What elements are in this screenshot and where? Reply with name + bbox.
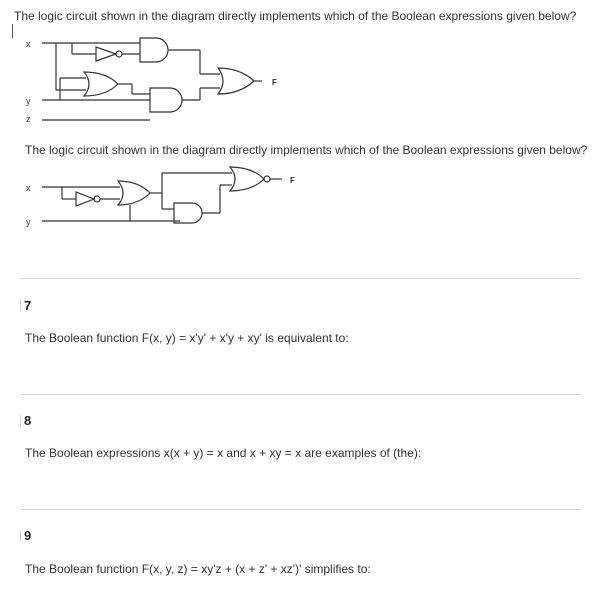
question-marker-7 xyxy=(20,300,21,312)
question-text-1: The logic circuit shown in the diagram directly implements which of the Boolean expressions given below? xyxy=(14,9,577,23)
question-marker-8 xyxy=(20,415,21,427)
label-x-2: x xyxy=(26,183,31,193)
label-z: z xyxy=(26,114,31,124)
divider-1 xyxy=(20,278,581,279)
label-y-2: y xyxy=(26,217,31,227)
question-text-9: The Boolean function F(x, y, z) = xy'z + (x + z' + xz')' simplifies to: xyxy=(25,562,371,576)
circuit-diagram-2 xyxy=(0,165,320,235)
question-number-7: 7 xyxy=(24,298,32,313)
question-marker-9 xyxy=(20,530,21,542)
divider-2 xyxy=(20,394,581,395)
label-f-2: F xyxy=(290,176,295,185)
question-text-7: The Boolean function F(x, y) = x'y' + x'y + xy' is equivalent to: xyxy=(25,331,349,345)
circuit-diagram-1 xyxy=(0,30,300,130)
question-number-9: 9 xyxy=(24,528,32,543)
label-f: F xyxy=(272,78,277,87)
label-x: x xyxy=(26,39,31,49)
question-number-8: 8 xyxy=(24,413,32,428)
label-y: y xyxy=(26,96,31,106)
question-text-2: The logic circuit shown in the diagram directly implements which of the Boolean expressions given below? xyxy=(25,143,588,157)
divider-3 xyxy=(20,509,581,510)
question-text-8: The Boolean expressions x(x + y) = x and x + xy = x are examples of (the): xyxy=(25,446,422,460)
